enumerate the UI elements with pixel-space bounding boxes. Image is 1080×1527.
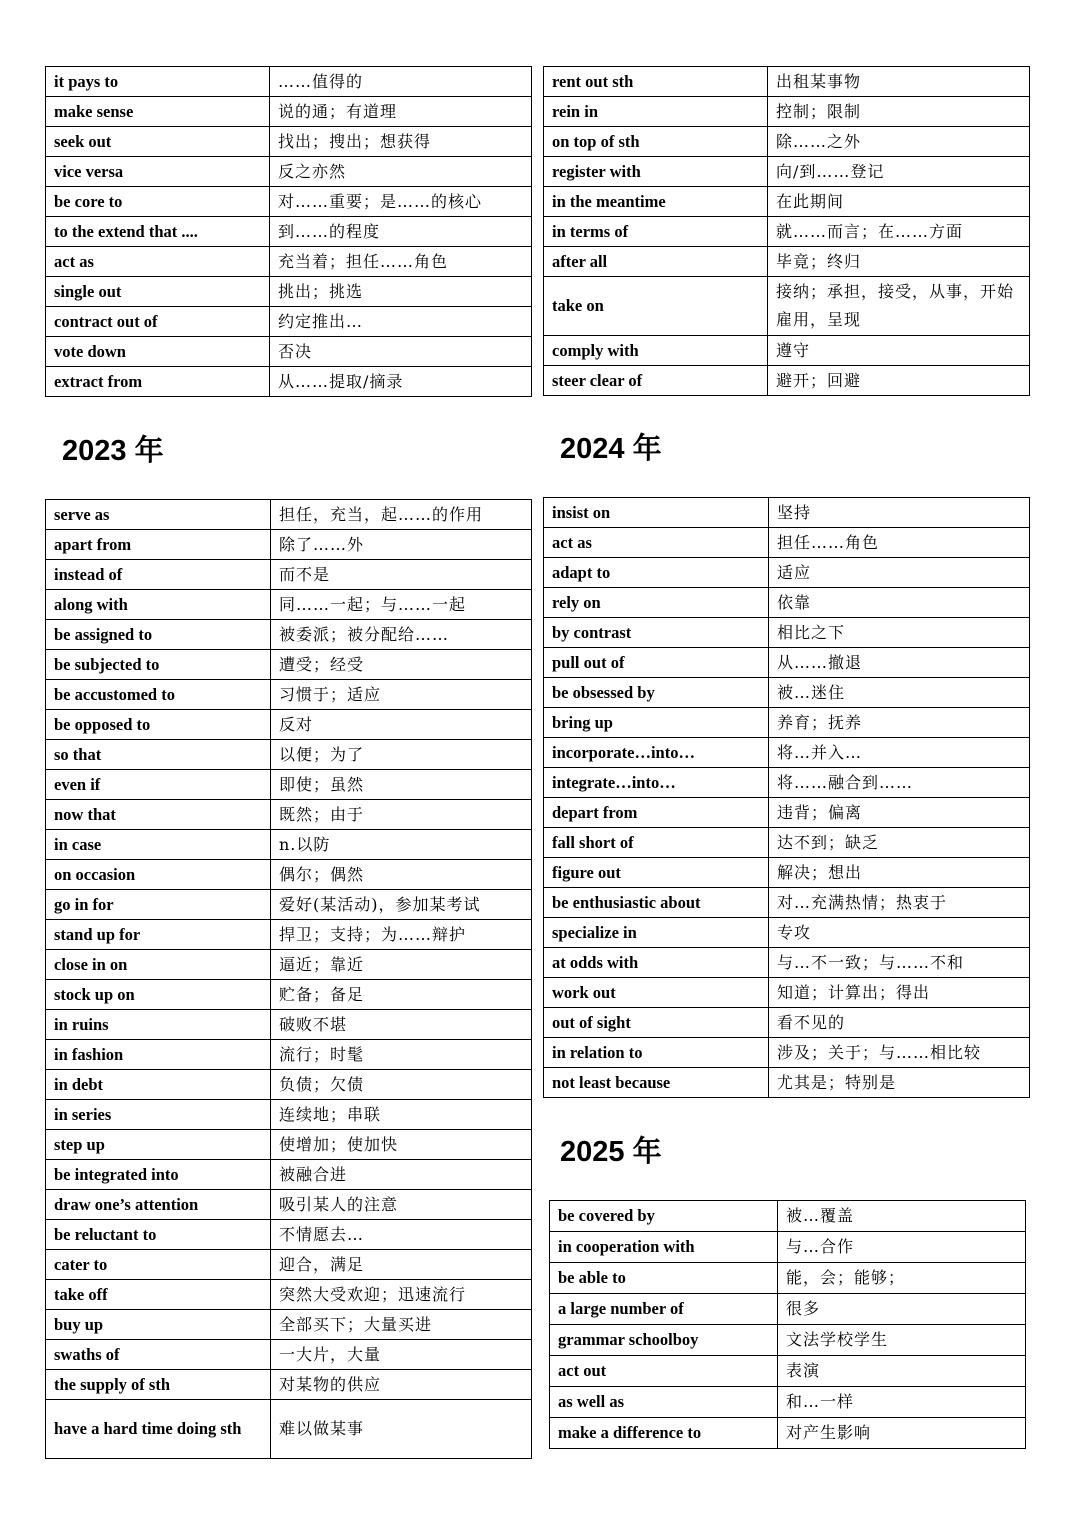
phrase-english: at odds with (544, 948, 769, 978)
phrase-row (46, 1040, 532, 1070)
phrase-row (544, 498, 1030, 528)
phrase-row (46, 1130, 532, 1160)
phrase-chinese: 与…不一致；与……不和 (769, 948, 1030, 978)
phrase-row (46, 157, 532, 187)
phrase-english: take off (46, 1280, 271, 1310)
phrase-row (46, 1370, 532, 1400)
phrase-chinese: 以便；为了 (271, 740, 532, 770)
phrase-english: seek out (46, 127, 270, 157)
phrase-row (550, 1232, 1026, 1263)
phrase-english: incorporate…into… (544, 738, 769, 768)
phrase-english: extract from (46, 367, 270, 397)
phrase-english: so that (46, 740, 271, 770)
phrase-chinese: 相比之下 (769, 618, 1030, 648)
phrase-row (46, 770, 532, 800)
phrase-chinese: 对……重要；是……的核心 (270, 187, 532, 217)
phrase-english: cater to (46, 1250, 271, 1280)
phrase-chinese: 担任，充当，起……的作用 (271, 500, 532, 530)
phrase-chinese: 遵守 (768, 336, 1030, 366)
phrase-english: a large number of (550, 1294, 778, 1325)
phrase-chinese: 不情愿去… (271, 1220, 532, 1250)
phrase-english: bring up (544, 708, 769, 738)
phrase-row (46, 740, 532, 770)
phrase-row (46, 560, 532, 590)
phrase-row (544, 217, 1030, 247)
phrase-chinese: 对…充满热情；热衷于 (769, 888, 1030, 918)
phrase-english: after all (544, 247, 768, 277)
phrase-english: vice versa (46, 157, 270, 187)
phrase-table-2025 (549, 1200, 1026, 1449)
phrase-row (544, 187, 1030, 217)
phrase-chinese: 接纳；承担，接受，从事，开始雇用，呈现 (768, 277, 1030, 336)
phrase-chinese: 同……一起；与……一起 (271, 590, 532, 620)
phrase-chinese: 将…并入… (769, 738, 1030, 768)
phrase-chinese: 全部买下；大量买进 (271, 1310, 532, 1340)
phrase-english: in the meantime (544, 187, 768, 217)
phrase-english: act as (46, 247, 270, 277)
phrase-chinese: 反对 (271, 710, 532, 740)
phrase-row (544, 157, 1030, 187)
phrase-english: integrate…into… (544, 768, 769, 798)
phrase-chinese: 解决；想出 (769, 858, 1030, 888)
phrase-row (46, 187, 532, 217)
phrase-english: fall short of (544, 828, 769, 858)
phrase-row (550, 1418, 1026, 1449)
phrase-english: it pays to (46, 67, 270, 97)
phrase-chinese: 而不是 (271, 560, 532, 590)
phrase-english: depart from (544, 798, 769, 828)
phrase-chinese: 即使；虽然 (271, 770, 532, 800)
phrase-english: stand up for (46, 920, 271, 950)
phrase-row (544, 336, 1030, 366)
phrase-english: along with (46, 590, 271, 620)
phrase-row (544, 97, 1030, 127)
phrase-english: as well as (550, 1387, 778, 1418)
phrase-row (46, 980, 532, 1010)
phrase-chinese: 被委派；被分配给…… (271, 620, 532, 650)
phrase-row (544, 708, 1030, 738)
phrase-chinese: 知道；计算出；得出 (769, 978, 1030, 1008)
phrase-row (544, 588, 1030, 618)
phrase-row (46, 307, 532, 337)
phrase-chinese: 涉及；关于；与……相比较 (769, 1038, 1030, 1068)
phrase-chinese: 控制；限制 (768, 97, 1030, 127)
phrase-chinese: 很多 (778, 1294, 1026, 1325)
phrase-chinese: 能，会；能够； (778, 1263, 1026, 1294)
phrase-english: in debt (46, 1070, 271, 1100)
phrase-chinese: 出租某事物 (768, 67, 1030, 97)
phrase-chinese: 达不到；缺乏 (769, 828, 1030, 858)
phrase-chinese: 尤其是；特别是 (769, 1068, 1030, 1098)
phrase-chinese: 文法学校学生 (778, 1325, 1026, 1356)
phrase-chinese: 说的通；有道理 (270, 97, 532, 127)
phrase-english: figure out (544, 858, 769, 888)
phrase-chinese: 适应 (769, 558, 1030, 588)
phrase-row (46, 367, 532, 397)
phrase-english: out of sight (544, 1008, 769, 1038)
phrase-row (46, 500, 532, 530)
phrase-row (46, 800, 532, 830)
phrase-english: specialize in (544, 918, 769, 948)
phrase-english: buy up (46, 1310, 271, 1340)
phrase-english: in case (46, 830, 271, 860)
phrase-chinese: 破败不堪 (271, 1010, 532, 1040)
phrase-english: in cooperation with (550, 1232, 778, 1263)
phrase-row (544, 948, 1030, 978)
phrase-english: serve as (46, 500, 271, 530)
phrase-chinese: 从……撤退 (769, 648, 1030, 678)
phrase-english: step up (46, 1130, 271, 1160)
phrase-chinese: 坚持 (769, 498, 1030, 528)
phrase-row (544, 277, 1030, 336)
phrase-row (544, 768, 1030, 798)
phrase-row (544, 978, 1030, 1008)
phrase-english: be opposed to (46, 710, 271, 740)
phrase-row (46, 217, 532, 247)
phrase-table-2024 (543, 497, 1030, 1098)
phrase-chinese: 负债；欠债 (271, 1070, 532, 1100)
phrase-english: be able to (550, 1263, 778, 1294)
phrase-english: adapt to (544, 558, 769, 588)
top-left-phrase-table (45, 66, 532, 397)
phrase-chinese: 挑出；挑选 (270, 277, 532, 307)
phrase-chinese: 和…一样 (778, 1387, 1026, 1418)
phrase-english: take on (544, 277, 768, 336)
phrase-english: be obsessed by (544, 678, 769, 708)
phrase-row (544, 247, 1030, 277)
phrase-row (544, 858, 1030, 888)
phrase-chinese: 养育；抚养 (769, 708, 1030, 738)
phrase-chinese: 向/到……登记 (768, 157, 1030, 187)
phrase-row (46, 1340, 532, 1370)
phrase-chinese: 迎合，满足 (271, 1250, 532, 1280)
phrase-row (46, 1190, 532, 1220)
phrase-row (550, 1294, 1026, 1325)
phrase-row (550, 1356, 1026, 1387)
phrase-row (46, 1220, 532, 1250)
phrase-english: steer clear of (544, 366, 768, 396)
phrase-english: in terms of (544, 217, 768, 247)
phrase-chinese: 贮备；备足 (271, 980, 532, 1010)
phrase-row (550, 1325, 1026, 1356)
phrase-chinese: 流行；时髦 (271, 1040, 532, 1070)
phrase-chinese: 偶尔；偶然 (271, 860, 532, 890)
phrase-english: instead of (46, 560, 271, 590)
phrase-row (46, 1400, 532, 1459)
phrase-chinese: 除了……外 (271, 530, 532, 560)
phrase-chinese: 使增加；使加快 (271, 1130, 532, 1160)
phrase-english: in ruins (46, 1010, 271, 1040)
phrase-english: stock up on (46, 980, 271, 1010)
phrase-english: vote down (46, 337, 270, 367)
phrase-row (544, 618, 1030, 648)
phrase-row (46, 1010, 532, 1040)
phrase-row (544, 558, 1030, 588)
phrase-chinese: 表演 (778, 1356, 1026, 1387)
phrase-chinese: 看不见的 (769, 1008, 1030, 1038)
phrase-row (46, 710, 532, 740)
phrase-chinese: 突然大受欢迎；迅速流行 (271, 1280, 532, 1310)
phrase-chinese: 反之亦然 (270, 157, 532, 187)
phrase-chinese: 在此期间 (768, 187, 1030, 217)
phrase-chinese: 否决 (270, 337, 532, 367)
phrase-row (46, 1070, 532, 1100)
phrase-english: pull out of (544, 648, 769, 678)
phrase-chinese: 约定推出… (270, 307, 532, 337)
phrase-row (544, 828, 1030, 858)
phrase-row (46, 530, 532, 560)
phrase-row (46, 67, 532, 97)
phrase-row (46, 620, 532, 650)
phrase-chinese: 将……融合到…… (769, 768, 1030, 798)
phrase-english: in relation to (544, 1038, 769, 1068)
phrase-english: be covered by (550, 1201, 778, 1232)
phrase-table-2023 (45, 499, 532, 1459)
phrase-chinese: 既然；由于 (271, 800, 532, 830)
phrase-chinese: 充当着；担任……角色 (270, 247, 532, 277)
phrase-row (46, 890, 532, 920)
phrase-english: contract out of (46, 307, 270, 337)
phrase-row (46, 650, 532, 680)
phrase-row (544, 648, 1030, 678)
phrase-chinese: 爱好(某活动)，参加某考试 (271, 890, 532, 920)
phrase-english: on occasion (46, 860, 271, 890)
phrase-chinese: 连续地；串联 (271, 1100, 532, 1130)
phrase-row (46, 830, 532, 860)
phrase-english: in fashion (46, 1040, 271, 1070)
heading-2023: 2023 年 (62, 435, 164, 467)
phrase-chinese: 与…合作 (778, 1232, 1026, 1263)
phrase-english: the supply of sth (46, 1370, 271, 1400)
phrase-chinese: 被…覆盖 (778, 1201, 1026, 1232)
phrase-english: have a hard time doing sth (46, 1400, 271, 1459)
heading-2024: 2024 年 (560, 433, 662, 465)
phrase-english: be integrated into (46, 1160, 271, 1190)
phrase-chinese: 对产生影响 (778, 1418, 1026, 1449)
phrase-english: make sense (46, 97, 270, 127)
phrase-row (46, 590, 532, 620)
heading-2025: 2025 年 (560, 1136, 662, 1168)
phrase-chinese: 捍卫；支持；为……辩护 (271, 920, 532, 950)
phrase-chinese: 毕竟；终归 (768, 247, 1030, 277)
phrase-chinese: 一大片，大量 (271, 1340, 532, 1370)
phrase-row (550, 1201, 1026, 1232)
phrase-english: on top of sth (544, 127, 768, 157)
phrase-chinese: 吸引某人的注意 (271, 1190, 532, 1220)
phrase-chinese: 担任……角色 (769, 528, 1030, 558)
phrase-chinese: 从……提取/摘录 (270, 367, 532, 397)
phrase-english: be subjected to (46, 650, 271, 680)
phrase-row (544, 918, 1030, 948)
phrase-english: to the extend that .... (46, 217, 270, 247)
phrase-chinese: ……值得的 (270, 67, 532, 97)
phrase-english: swaths of (46, 1340, 271, 1370)
phrase-row (46, 247, 532, 277)
phrase-chinese: 被融合进 (271, 1160, 532, 1190)
phrase-english: now that (46, 800, 271, 830)
phrase-english: be assigned to (46, 620, 271, 650)
phrase-english: work out (544, 978, 769, 1008)
phrase-row (544, 1008, 1030, 1038)
phrase-english: go in for (46, 890, 271, 920)
phrase-chinese: 依靠 (769, 588, 1030, 618)
phrase-english: rely on (544, 588, 769, 618)
top-right-phrase-table (543, 66, 1030, 396)
phrase-row (46, 680, 532, 710)
phrase-english: act out (550, 1356, 778, 1387)
phrase-row (544, 127, 1030, 157)
phrase-chinese: 避开；回避 (768, 366, 1030, 396)
phrase-english: make a difference to (550, 1418, 778, 1449)
phrase-row (544, 366, 1030, 396)
phrase-english: grammar schoolboy (550, 1325, 778, 1356)
phrase-chinese: 被…迷住 (769, 678, 1030, 708)
phrase-row (544, 1068, 1030, 1098)
phrase-row (46, 1280, 532, 1310)
phrase-chinese: 逼近；靠近 (271, 950, 532, 980)
phrase-english: register with (544, 157, 768, 187)
phrase-row (46, 950, 532, 980)
phrase-english: comply with (544, 336, 768, 366)
phrase-chinese: 专攻 (769, 918, 1030, 948)
phrase-english: even if (46, 770, 271, 800)
phrase-english: rent out sth (544, 67, 768, 97)
phrase-chinese: 习惯于；适应 (271, 680, 532, 710)
phrase-row (46, 1310, 532, 1340)
phrase-row (46, 1250, 532, 1280)
phrase-english: insist on (544, 498, 769, 528)
phrase-row (46, 277, 532, 307)
phrase-row (544, 528, 1030, 558)
phrase-chinese: n.以防 (271, 830, 532, 860)
phrase-english: close in on (46, 950, 271, 980)
phrase-english: rein in (544, 97, 768, 127)
phrase-row (544, 678, 1030, 708)
phrase-english: single out (46, 277, 270, 307)
phrase-english: be accustomed to (46, 680, 271, 710)
phrase-chinese: 到……的程度 (270, 217, 532, 247)
phrase-row (544, 888, 1030, 918)
phrase-row (46, 337, 532, 367)
phrase-chinese: 违背；偏离 (769, 798, 1030, 828)
phrase-chinese: 对某物的供应 (271, 1370, 532, 1400)
phrase-row (544, 738, 1030, 768)
phrase-english: act as (544, 528, 769, 558)
phrase-chinese: 遭受；经受 (271, 650, 532, 680)
phrase-english: draw one’s attention (46, 1190, 271, 1220)
phrase-english: not least because (544, 1068, 769, 1098)
phrase-row (46, 920, 532, 950)
phrase-english: be reluctant to (46, 1220, 271, 1250)
phrase-row (550, 1263, 1026, 1294)
phrase-row (544, 1038, 1030, 1068)
phrase-chinese: 除……之外 (768, 127, 1030, 157)
phrase-row (544, 67, 1030, 97)
phrase-row (46, 1160, 532, 1190)
phrase-row (46, 860, 532, 890)
phrase-row (550, 1387, 1026, 1418)
phrase-english: by contrast (544, 618, 769, 648)
phrase-english: in series (46, 1100, 271, 1130)
phrase-row (46, 97, 532, 127)
phrase-row (46, 1100, 532, 1130)
phrase-row (544, 798, 1030, 828)
phrase-chinese: 找出；搜出；想获得 (270, 127, 532, 157)
phrase-row (46, 127, 532, 157)
phrase-english: apart from (46, 530, 271, 560)
phrase-english: be enthusiastic about (544, 888, 769, 918)
phrase-english: be core to (46, 187, 270, 217)
phrase-chinese: 就……而言；在……方面 (768, 217, 1030, 247)
phrase-chinese: 难以做某事 (271, 1400, 532, 1459)
